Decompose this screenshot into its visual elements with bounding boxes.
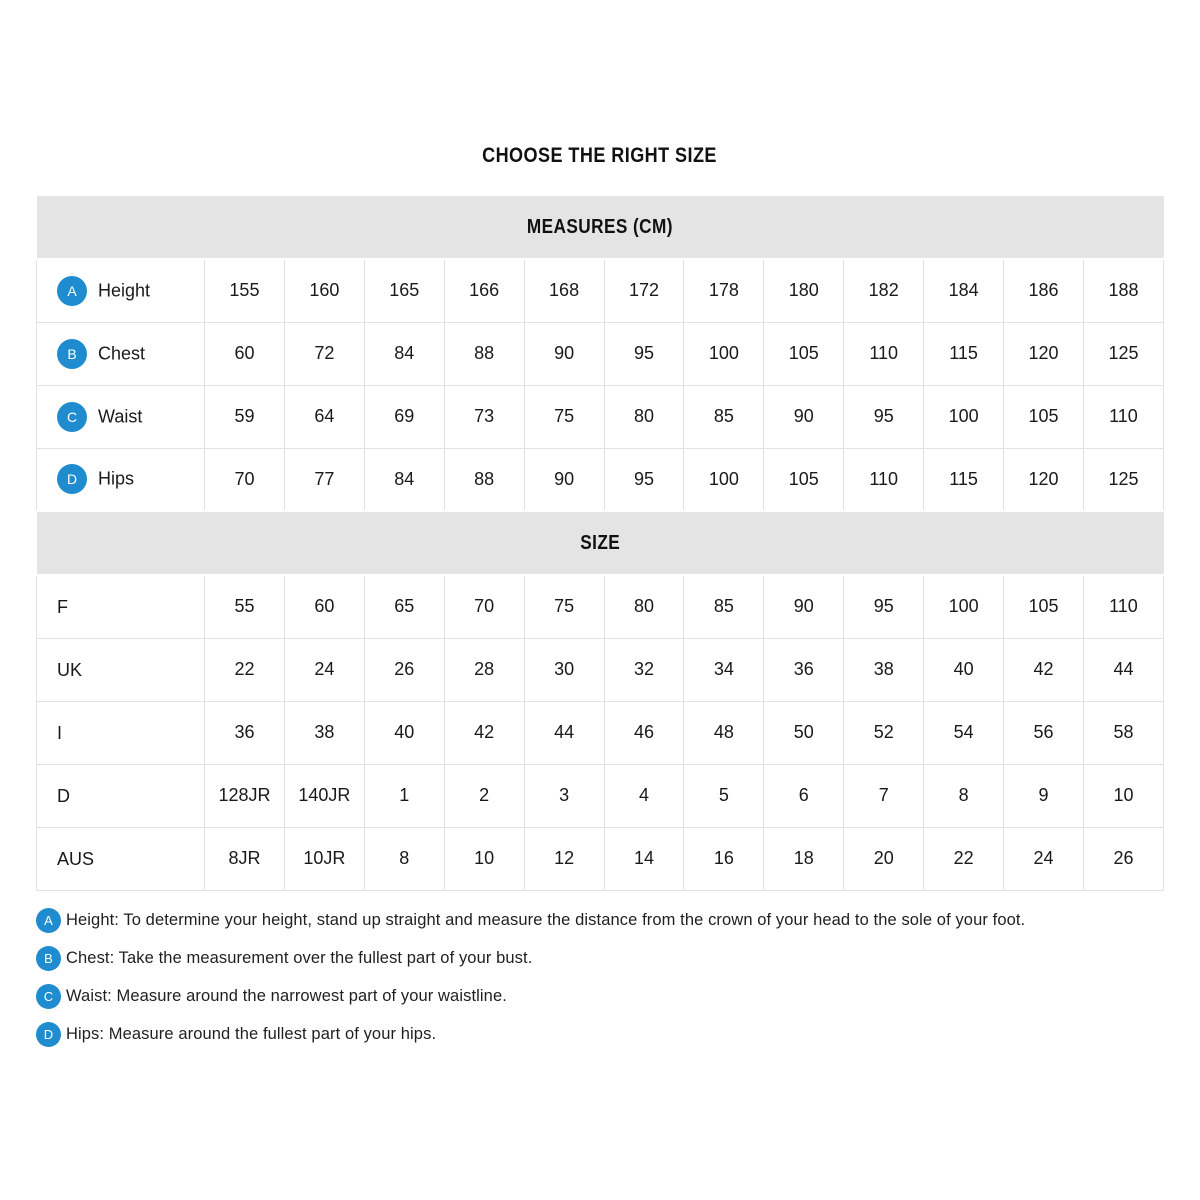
measure-row-value: 84 (364, 448, 444, 511)
measure-row-value: 80 (604, 385, 684, 448)
measure-row-value: 165 (364, 259, 444, 322)
note-badge-A: A (36, 908, 61, 933)
measure-row-value: 88 (444, 448, 524, 511)
note-badge-C: C (36, 984, 61, 1009)
size-row-value: 9 (1004, 764, 1084, 827)
measure-row-label: Hips (98, 468, 135, 489)
measure-row-value: 172 (604, 259, 684, 322)
measure-row-value: 70 (205, 448, 285, 511)
measure-row-value: 186 (1004, 259, 1084, 322)
measure-badge-D: D (57, 464, 87, 494)
size-row-value: 10 (1083, 764, 1163, 827)
size-row-value: 38 (844, 638, 924, 701)
note-badge-B: B (36, 946, 61, 971)
measure-row-label-cell (37, 385, 205, 448)
note-text: Waist: Measure around the narrowest part of your waistline. (66, 986, 507, 1005)
note-line (36, 908, 1164, 933)
measure-row-value: 85 (684, 385, 764, 448)
size-row-value: 1 (364, 764, 444, 827)
size-row (37, 764, 1164, 827)
measure-row-value: 105 (764, 448, 844, 511)
size-row-label-cell (37, 638, 205, 701)
measure-row-label: Chest (98, 343, 146, 363)
measure-row-value: 95 (844, 385, 924, 448)
size-row-value: 2 (444, 764, 524, 827)
measure-row-value: 72 (284, 322, 364, 385)
size-row-value: 80 (604, 575, 684, 638)
size-row-value: 36 (764, 638, 844, 701)
size-row-value: 34 (684, 638, 764, 701)
size-row-value: 4 (604, 764, 684, 827)
size-row-value: 95 (844, 575, 924, 638)
size-row-value: 48 (684, 701, 764, 764)
measure-row-value: 90 (524, 448, 604, 511)
measure-row-label-cell (37, 322, 205, 385)
size-row-value: 16 (684, 827, 764, 890)
size-row-value: 8JR (205, 827, 285, 890)
size-row-label: UK (57, 659, 83, 680)
size-row-label-cell (37, 827, 205, 890)
measure-row-value: 125 (1083, 322, 1163, 385)
note-line (36, 984, 1164, 1009)
size-row-value: 70 (444, 575, 524, 638)
measure-row-value: 84 (364, 322, 444, 385)
note-line (36, 946, 1164, 971)
size-row-label: I (57, 722, 63, 743)
measures-header-row (37, 195, 1164, 259)
measure-row-value: 59 (205, 385, 285, 448)
size-row-label: AUS (57, 848, 95, 869)
size-row-value: 10JR (284, 827, 364, 890)
measure-row-value: 73 (444, 385, 524, 448)
size-row-value: 100 (924, 575, 1004, 638)
size-row-value: 30 (524, 638, 604, 701)
size-row-value: 56 (1004, 701, 1084, 764)
size-row-value: 5 (684, 764, 764, 827)
measure-row-value: 60 (205, 322, 285, 385)
measure-row-value: 90 (764, 385, 844, 448)
measure-row-value: 184 (924, 259, 1004, 322)
size-body (37, 575, 1164, 890)
size-row-value: 18 (764, 827, 844, 890)
size-row-value: 20 (844, 827, 924, 890)
size-row-value: 85 (684, 575, 764, 638)
measure-row-value: 125 (1083, 448, 1163, 511)
measure-row-value: 77 (284, 448, 364, 511)
measures-header (37, 195, 1164, 259)
page-title (0, 144, 1200, 170)
measure-row-value: 100 (684, 322, 764, 385)
size-row-value: 6 (764, 764, 844, 827)
size-row-value: 3 (524, 764, 604, 827)
size-row-value: 55 (205, 575, 285, 638)
size-row (37, 575, 1164, 638)
size-row-value: 105 (1004, 575, 1084, 638)
size-header-text: SIZE (580, 531, 620, 554)
measure-row-value: 75 (524, 385, 604, 448)
measure-row-value: 100 (684, 448, 764, 511)
size-row-value: 65 (364, 575, 444, 638)
size-row-value: 50 (764, 701, 844, 764)
size-chart-table (36, 194, 1164, 891)
measure-row-value: 120 (1004, 322, 1084, 385)
measures-body (37, 259, 1164, 511)
size-row-value: 44 (1083, 638, 1163, 701)
size-row (37, 638, 1164, 701)
measure-row-value: 120 (1004, 448, 1084, 511)
measure-row-value: 95 (604, 448, 684, 511)
measure-row-label-cell (37, 448, 205, 511)
measure-row-label: Waist (98, 406, 143, 426)
size-row-value: 58 (1083, 701, 1163, 764)
size-row-value: 40 (364, 701, 444, 764)
size-row-value: 22 (205, 638, 285, 701)
size-row-value: 110 (1083, 575, 1163, 638)
size-row-value: 22 (924, 827, 1004, 890)
measure-row-value: 105 (1004, 385, 1084, 448)
measures-header-text: MEASURES (CM) (526, 215, 674, 238)
measure-row-value: 90 (524, 322, 604, 385)
measure-row-value: 160 (284, 259, 364, 322)
measure-row-value: 178 (684, 259, 764, 322)
size-row-value: 8 (924, 764, 1004, 827)
size-row-value: 128JR (205, 764, 285, 827)
measure-row-value: 95 (604, 322, 684, 385)
size-row-value: 52 (844, 701, 924, 764)
size-row-value: 75 (524, 575, 604, 638)
size-row-value: 26 (364, 638, 444, 701)
note-line (36, 1022, 1164, 1047)
size-row-value: 24 (1004, 827, 1084, 890)
measure-row-value: 110 (1083, 385, 1163, 448)
size-row-value: 140JR (284, 764, 364, 827)
size-row-value: 38 (284, 701, 364, 764)
measure-badge-B: B (57, 339, 87, 369)
measure-row-value: 155 (205, 259, 285, 322)
measure-row-value: 100 (924, 385, 1004, 448)
size-row (37, 701, 1164, 764)
measure-row-label-cell (37, 259, 205, 322)
measure-row-value: 110 (844, 448, 924, 511)
size-row-value: 42 (444, 701, 524, 764)
size-row-value: 60 (284, 575, 364, 638)
size-row-value: 14 (604, 827, 684, 890)
size-row-value: 12 (524, 827, 604, 890)
size-row-value: 7 (844, 764, 924, 827)
measure-badge-C: C (57, 402, 87, 432)
note-badge-D: D (36, 1022, 61, 1047)
size-row-value: 46 (604, 701, 684, 764)
measure-row-value: 168 (524, 259, 604, 322)
measure-row-value: 110 (844, 322, 924, 385)
measure-row-value: 182 (844, 259, 924, 322)
measure-row (37, 259, 1164, 322)
measure-row-value: 64 (284, 385, 364, 448)
size-row-value: 26 (1083, 827, 1163, 890)
size-row-value: 8 (364, 827, 444, 890)
note-text: Chest: Take the measurement over the fullest part of your bust. (66, 948, 533, 967)
measure-row-value: 69 (364, 385, 444, 448)
measure-row-value: 88 (444, 322, 524, 385)
size-row-value: 44 (524, 701, 604, 764)
measurement-notes (36, 908, 1164, 1047)
measure-row (37, 448, 1164, 511)
size-row-value: 90 (764, 575, 844, 638)
page-title-text: CHOOSE THE RIGHT SIZE (482, 144, 718, 167)
measure-row-value: 166 (444, 259, 524, 322)
size-row-label: D (57, 785, 70, 806)
size-row-label-cell (37, 764, 205, 827)
measure-row-value: 105 (764, 322, 844, 385)
size-row-value: 36 (205, 701, 285, 764)
measure-row (37, 385, 1164, 448)
size-row (37, 827, 1164, 890)
size-row-value: 24 (284, 638, 364, 701)
size-row-value: 42 (1004, 638, 1084, 701)
note-text: Hips: Measure around the fullest part of your hips. (66, 1024, 437, 1043)
size-row-value: 28 (444, 638, 524, 701)
size-row-value: 10 (444, 827, 524, 890)
size-row-value: 32 (604, 638, 684, 701)
measure-row-value: 180 (764, 259, 844, 322)
measure-row-value: 115 (924, 448, 1004, 511)
size-row-label: F (57, 596, 68, 617)
measure-row-value: 115 (924, 322, 1004, 385)
size-row-label-cell (37, 575, 205, 638)
measure-row-label: Height (98, 280, 151, 301)
measure-badge-A: A (57, 276, 87, 306)
note-text: Height: To determine your height, stand up straight and measure the distance from the crown of your head to the sole of your foot. (66, 910, 1026, 929)
size-header-row (37, 511, 1164, 575)
measure-row-value: 188 (1083, 259, 1163, 322)
size-header (37, 511, 1164, 575)
measure-row (37, 322, 1164, 385)
size-row-value: 54 (924, 701, 1004, 764)
size-row-value: 40 (924, 638, 1004, 701)
size-row-label-cell (37, 701, 205, 764)
